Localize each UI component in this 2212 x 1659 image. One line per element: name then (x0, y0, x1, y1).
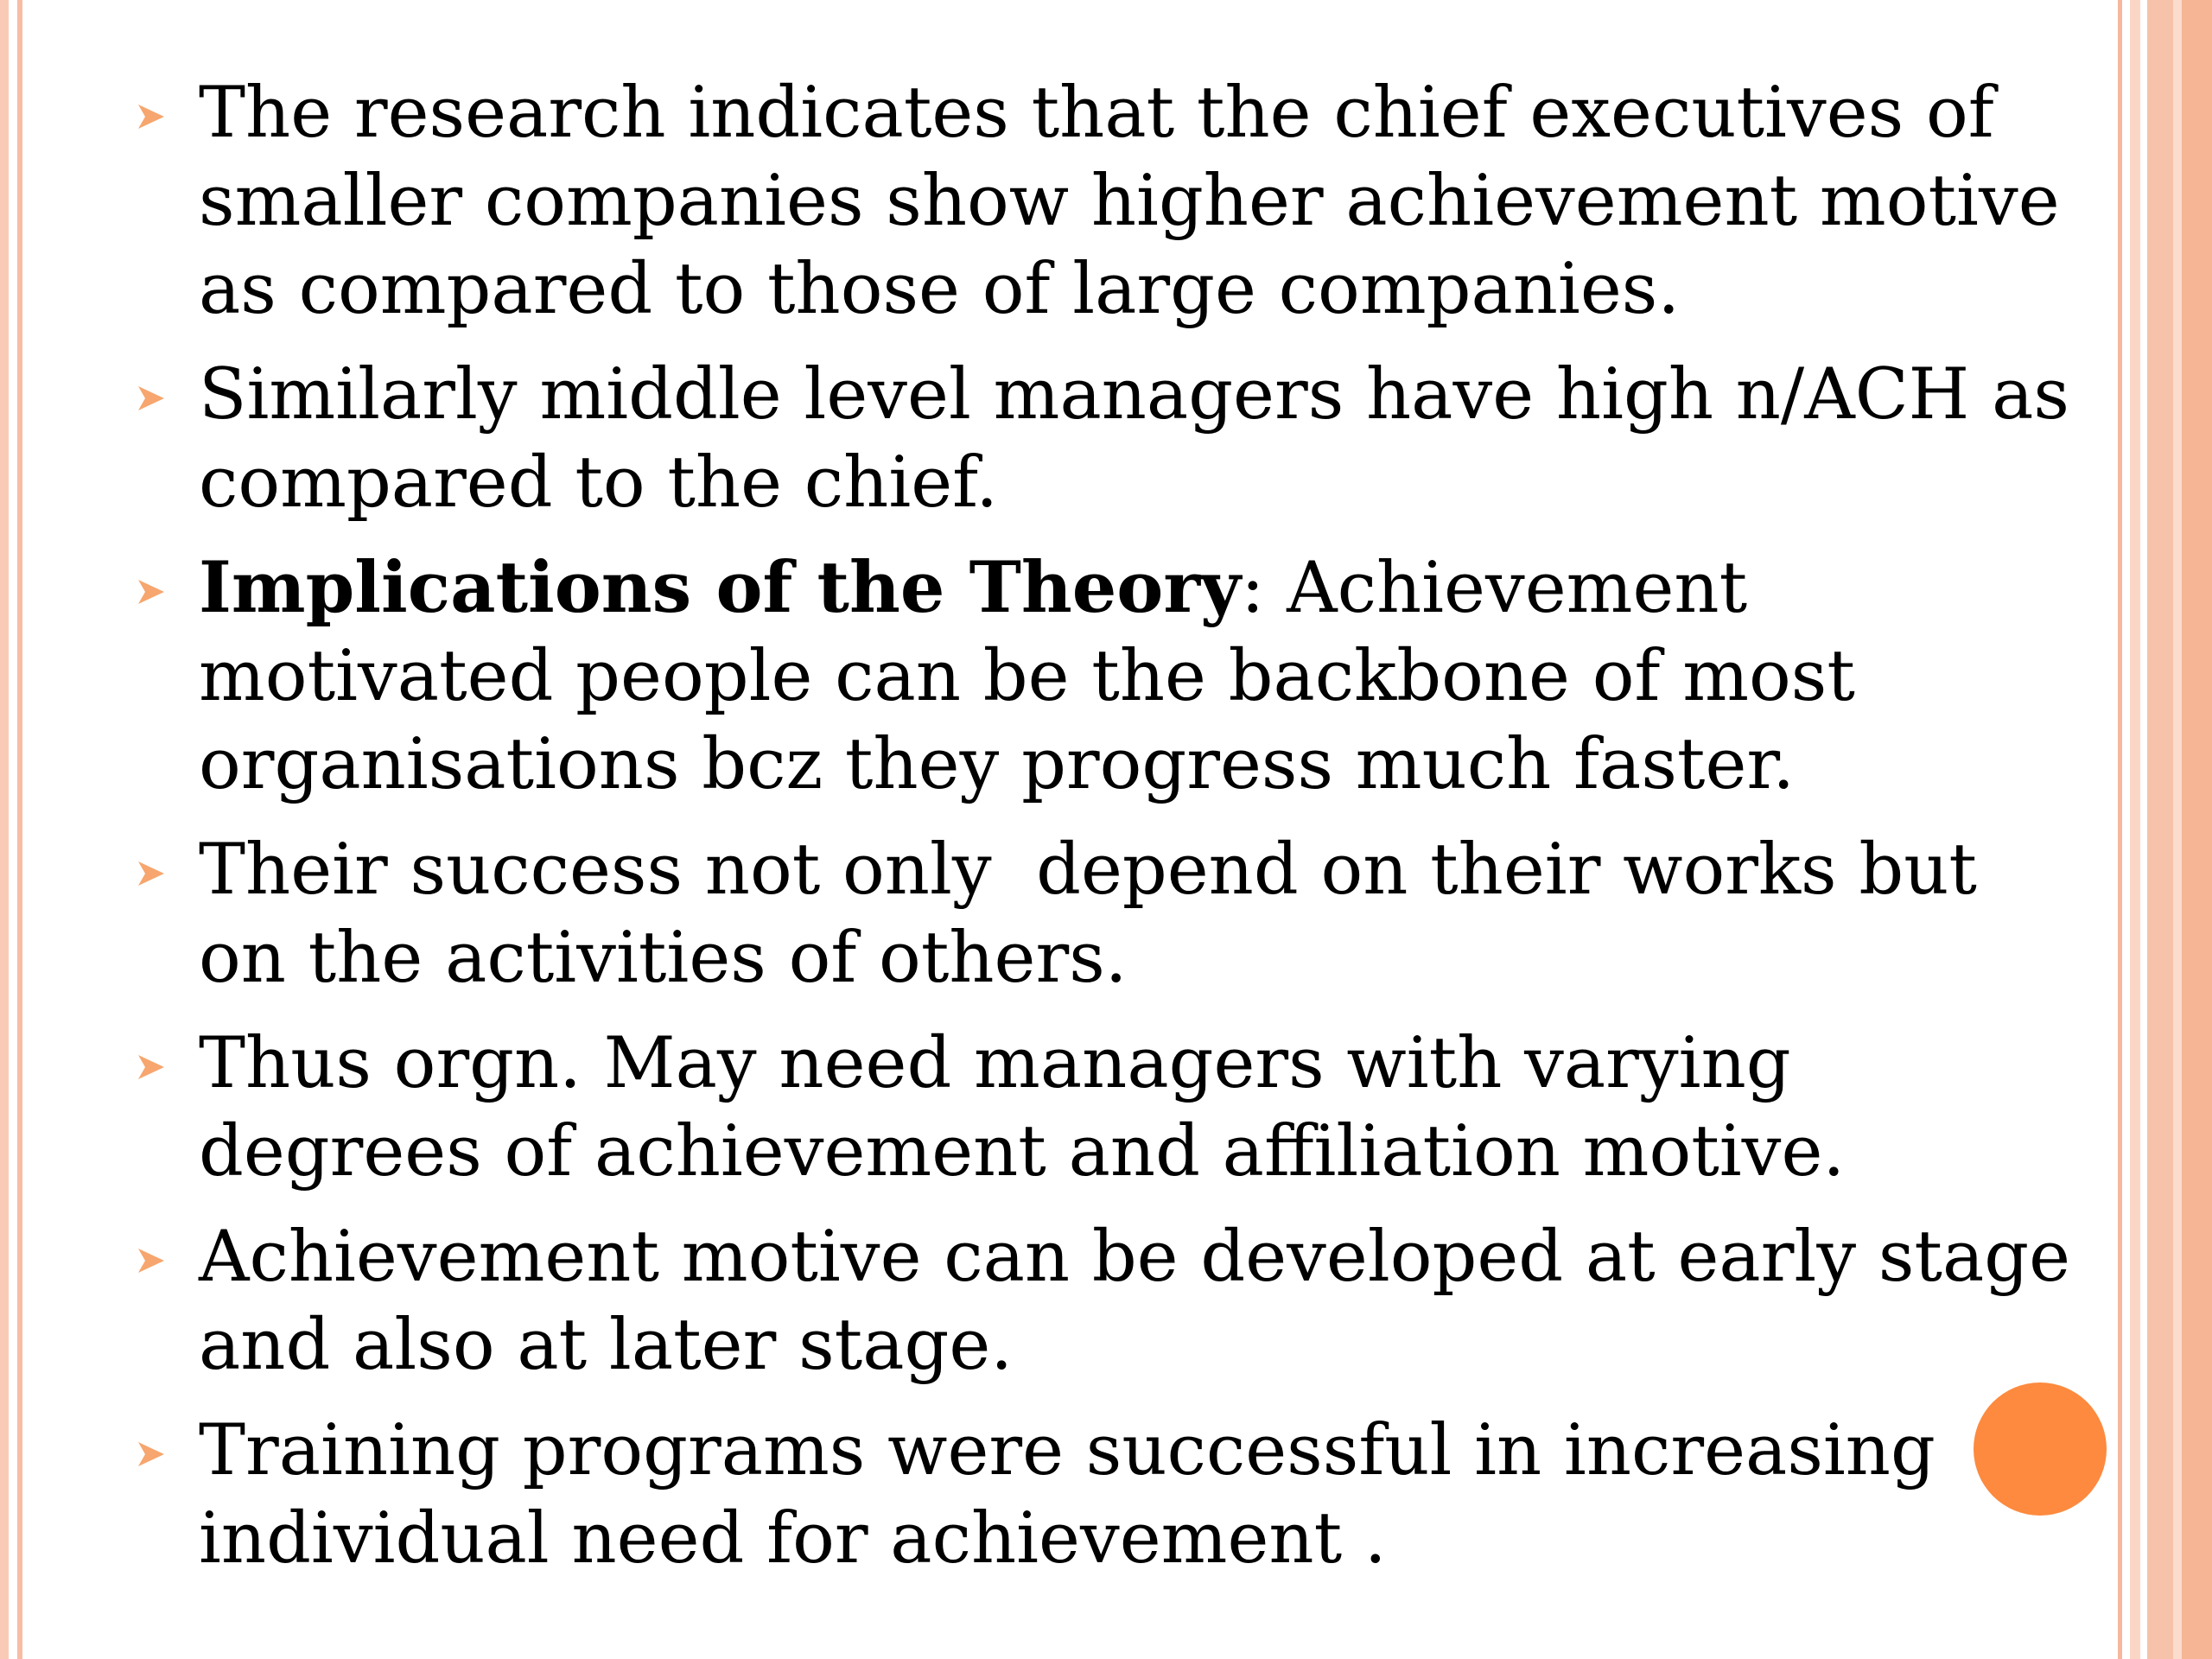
bullet-text: The research indicates that the chief executives of smaller companies show higher achievement motive as compared to those of large companies. (199, 73, 2060, 330)
bullet-item (130, 69, 2074, 334)
arrowhead-bullet-icon (137, 102, 166, 131)
bullet-item (130, 826, 2074, 1002)
bullet-item (130, 1407, 2074, 1583)
bullet-list (130, 69, 2074, 1600)
bullet-text: Thus orgn. May need managers with varying degrees of achievement and affiliation motive. (199, 1023, 1846, 1192)
bullet-item (130, 544, 2074, 809)
bullet-item (130, 1020, 2074, 1196)
arrowhead-bullet-icon (137, 577, 166, 607)
bullet-lead-text: Implications of the Theory (199, 547, 1242, 629)
orange-circle-decoration (1974, 1382, 2107, 1516)
bullet-item (130, 351, 2074, 527)
bullet-text: Similarly middle level managers have high n/ACH as compared to the chief. (199, 354, 2069, 524)
left-border-line (0, 0, 9, 1659)
bullet-text: : Achievement motivated people can be the backbone of most organisations bcz they progress much faster. (199, 548, 1855, 805)
bullet-text: Their success not only depend on their works but on the activities of others. (199, 830, 1999, 999)
arrowhead-bullet-icon (137, 1440, 166, 1469)
right-border-thin-line (2118, 0, 2122, 1659)
bullet-text: Achievement motive can be developed at early stage and also at later stage. (199, 1217, 2071, 1386)
right-border-band (2130, 0, 2140, 1659)
right-border-band (2147, 0, 2173, 1659)
right-border-band (2173, 0, 2182, 1659)
right-border-band (2182, 0, 2212, 1659)
right-border-gap (2140, 0, 2147, 1659)
arrowhead-bullet-icon (137, 1052, 166, 1082)
arrowhead-bullet-icon (137, 384, 166, 413)
left-border-inner-line (17, 0, 22, 1659)
bullet-text: Training programs were successful in increasing individual need for achievement . (199, 1410, 1936, 1580)
arrowhead-bullet-icon (137, 1246, 166, 1275)
bullet-item (130, 1213, 2074, 1389)
arrowhead-bullet-icon (137, 859, 166, 888)
